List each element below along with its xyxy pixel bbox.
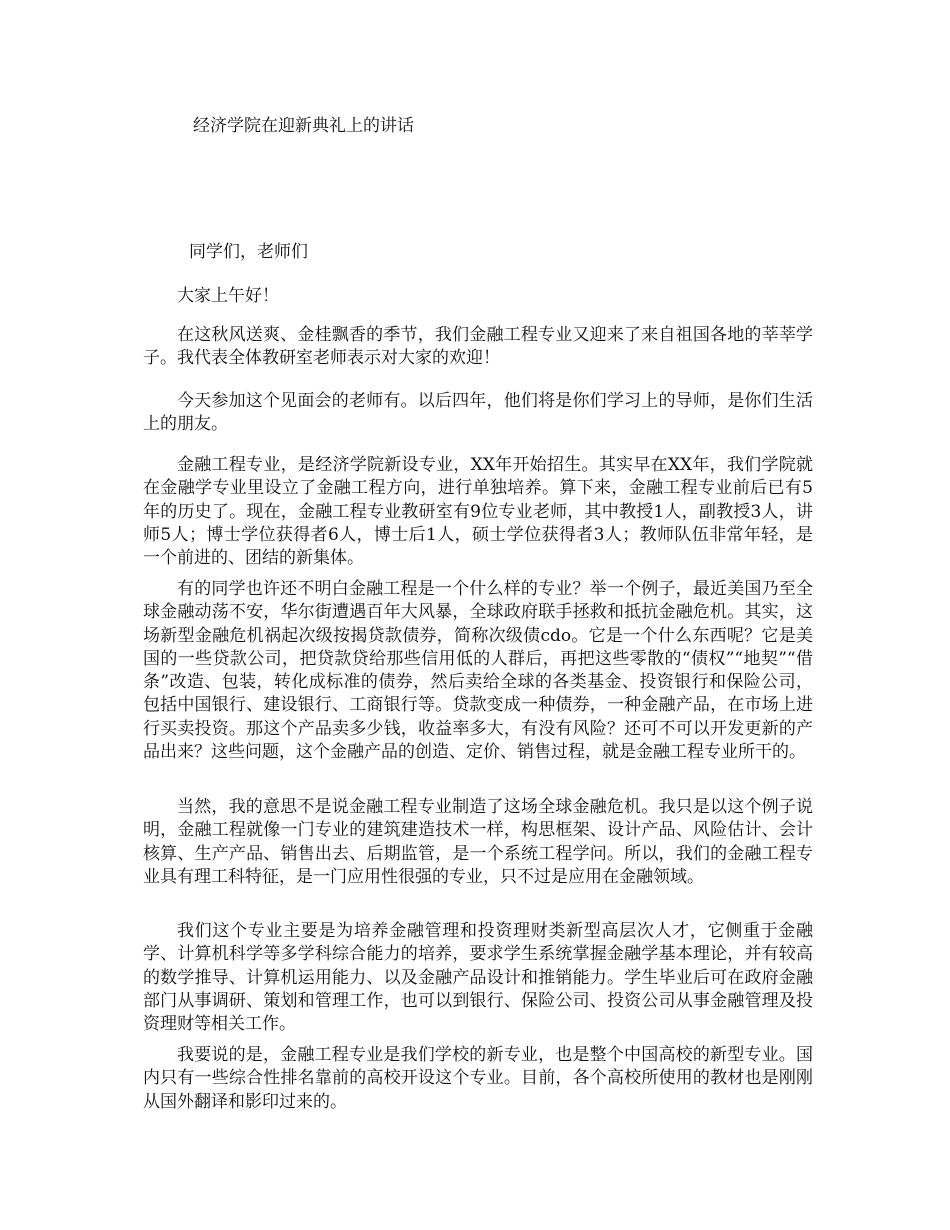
paragraph: 有的同学也许还不明白金融工程是一个什么样的专业？举一个例子，最近美国乃至全球金融动荡不安，华尔街遭遇百年大风暴，全球政府联手拯救和抵抗金融危机。其实，这场新型金融危机祸起次级按揭贷款债券，简称次级债cdo。它是一个什么东西呢？它是美国的一些贷款公司，把贷款贷给那些信用低的人群后，再把这些零散的“债权”“地契”“借条”改造、包装，转化成标准的债券，然后卖给全球的各类基金、投资银行和保险公司，包括中国银行、建设银行、工商银行等。贷款变成一种债券，一种金融产品，在市场上进行买卖投资。那这个产品卖多少钱，收益率多大，有没有风险？还可不可以开发更新的产品出来？这些问题，这个金融产品的创造、定价、销售过程，就是金融工程专业所干的。 bbox=[143, 579, 813, 763]
paragraph: 金融工程专业，是经济学院新设专业，XX年开始招生。其实早在XX年，我们学院就在金融学专业里设立了金融工程方向，进行单独培养。算下来，金融工程专业前后已有5年的历史了。现在，金融工程专业教研室有9位专业老师，其中教授1人，副教授3人，讲师5人；博士学位获得者6人，博士后1人，硕士学位获得者3人；教师队伍非常年轻，是一个前进的、团结的新集体。 bbox=[143, 455, 813, 569]
greeting: 大家上午好！ bbox=[177, 286, 279, 306]
paragraph: 我要说的是，金融工程专业是我们学校的新专业，也是整个中国高校的新型专业。国内只有一些综合性排名靠前的高校开设这个专业。目前，各个高校所使用的教材也是刚刚从国外翻译和影印过来的。 bbox=[143, 1045, 813, 1112]
salutation: 同学们，老师们 bbox=[189, 242, 308, 262]
paragraph: 我们这个专业主要是为培养金融管理和投资理财类新型高层次人才，它侧重于金融学、计算机科学等多学科综合能力的培养，要求学生系统掌握金融学基本理论，并有较高的数学推导、计算机运用能力、以及金融产品设计和推销能力。学生毕业后可在政府金融部门从事调研、策划和管理工作，也可以到银行、保险公司、投资公司从事金融管理及投资理财等相关工作。 bbox=[143, 921, 813, 1035]
document-title: 经济学院在迎新典礼上的讲话 bbox=[193, 116, 414, 136]
paragraph: 在这秋风送爽、金桂飘香的季节，我们金融工程专业又迎来了来自祖国各地的莘莘学子。我代表全体教研室老师表示对大家的欢迎！ bbox=[143, 325, 813, 369]
paragraph: 当然，我的意思不是说金融工程专业制造了这场全球金融危机。我只是以这个例子说明，金融工程就像一门专业的建筑建造技术一样，构思框架、设计产品、风险估计、会计核算、生产产品、销售出去、后期监管，是一个系统工程学问。所以，我们的金融工程专业具有理工科特征，是一门应用性很强的专业，只不过是应用在金融领域。 bbox=[143, 797, 813, 887]
paragraph: 今天参加这个见面会的老师有。以后四年，他们将是你们学习上的导师，是你们生活上的朋友。 bbox=[143, 391, 813, 435]
